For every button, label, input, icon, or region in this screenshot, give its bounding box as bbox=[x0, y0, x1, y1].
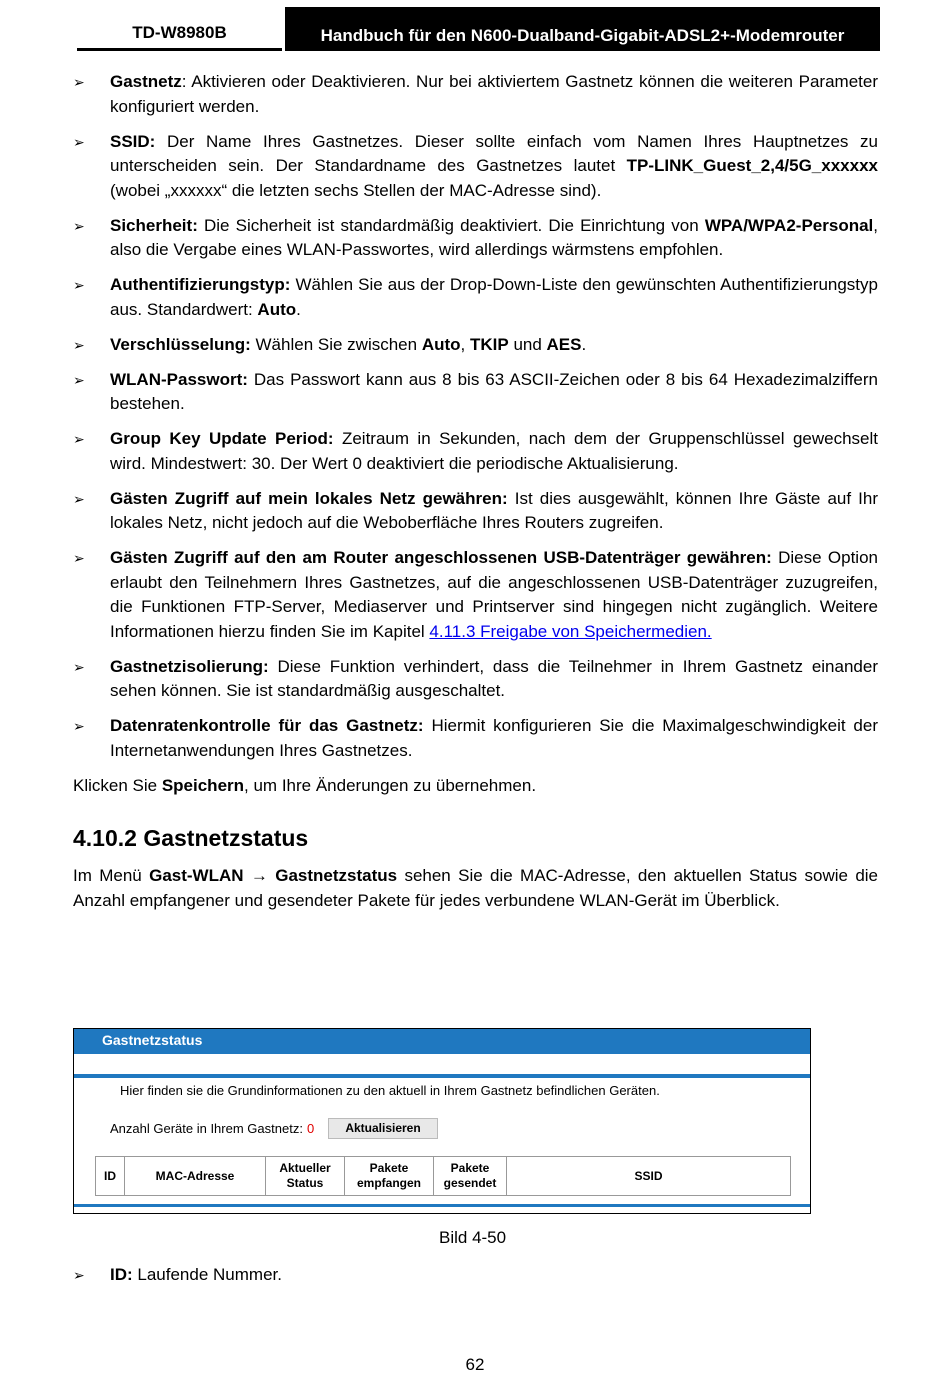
bullet-arrow-icon: ➢ bbox=[73, 74, 85, 90]
bullet-text: Zeitraum in Sekunden, nach dem der Gruppenschlüssel gewechselt wird. Mindestwert: 30. Der Wert 0 deaktiviert die periodische Aktualisierung. bbox=[110, 429, 878, 473]
bullet-term: ID: bbox=[110, 1265, 133, 1284]
bullet-text: Laufende Nummer. bbox=[132, 1265, 282, 1284]
bullet-item bbox=[73, 70, 878, 119]
header-title: Handbuch für den N600-Dualband-Gigabit-ADSL2+-Modemrouter bbox=[285, 7, 880, 51]
bullet-arrow-icon: ➢ bbox=[73, 217, 85, 234]
column-header: Pakete empfangen bbox=[345, 1157, 434, 1196]
bullet-arrow-icon: ➢ bbox=[73, 133, 85, 150]
figure-caption: Bild 4-50 bbox=[439, 1228, 507, 1247]
bullet-text: Hiermit konfigurieren Sie die Maximalgeschwindigkeit der Internetanwendungen Ihres Gastnetzes. bbox=[110, 716, 879, 760]
bullet-text: Das Passwort kann aus 8 bis 63 ASCII-Zeichen oder 8 bis 64 Hexadezimalziffern bestehen. bbox=[110, 369, 878, 413]
bullet-text: (wobei „xxxxxx“ die letzten sechs Stellen der MAC-Adresse sind). bbox=[110, 180, 602, 200]
bullet-arrow-icon: ➢ bbox=[73, 490, 85, 507]
bullet-text: Diese Option erlaubt den Teilnehmern Ihres Gastnetzes, auf die angeschlossenen USB-Datenträger zuzugreifen, die Funktionen FTP-Server, Mediaserver und Printserver sind hingegen nicht zugänglich. Weitere Informationen hierzu finden Sie im Kapitel bbox=[110, 548, 878, 641]
bullet-item bbox=[73, 427, 878, 476]
text: sehen Sie die MAC-Adresse, den aktuellen Status sowie die Anzahl empfangener und gesendeter Pakete für jedes verbundene WLAN-Gerät im Überblick. bbox=[73, 866, 879, 910]
bullet-text: Wählen Sie zwischen bbox=[250, 334, 422, 354]
bullet-item bbox=[73, 546, 878, 644]
column-header: Pakete gesendet bbox=[434, 1157, 507, 1196]
bullet-term: Authentifizierungstyp: bbox=[110, 275, 291, 294]
bullet-text: : Aktivieren oder Deaktivieren. Nur bei aktiviertem Gastnetz können die weiteren Parameter konfiguriert werden. bbox=[110, 72, 878, 116]
bullet-term: Datenratenkontrolle für das Gastnetz: bbox=[110, 716, 424, 735]
refresh-button[interactable]: Aktualisieren bbox=[328, 1118, 438, 1139]
bullet-item bbox=[73, 714, 878, 763]
bullet-text: , bbox=[460, 334, 470, 354]
bold-term: Gastnetzstatus bbox=[275, 866, 398, 885]
bold-term: Speichern bbox=[161, 775, 245, 795]
bullet-term: TKIP bbox=[469, 334, 509, 354]
bullet-term: WPA/WPA2-Personal bbox=[704, 215, 874, 235]
bullet-text: Wählen Sie aus der Drop-Down-Liste den gewünschten Authentifizierungstyp aus. Standardwert: bbox=[110, 275, 878, 319]
info-text: Hier finden sie die Grundinformationen zu den aktuell in Ihrem Gastnetz befindlichen Geräten. bbox=[120, 1083, 660, 1098]
bullet-arrow-icon: ➢ bbox=[73, 336, 85, 353]
bullet-item bbox=[73, 273, 878, 322]
bullet-arrow-icon: ➢ bbox=[73, 431, 85, 447]
bullet-text: Diese Funktion verhindert, dass die Teilnehmer in Ihrem Gastnetz einander sehen können. Sie ist standardmäßig ausgeschaltet. bbox=[110, 656, 878, 700]
bullet-term: Gästen Zugriff auf den am Router angeschlossenen USB-Datenträger gewähren: bbox=[110, 548, 772, 567]
bullet-term: SSID: bbox=[110, 131, 156, 151]
header-model: TD-W8980B bbox=[77, 15, 282, 51]
bullet-item bbox=[73, 333, 878, 358]
bullet-text: . bbox=[296, 299, 301, 319]
column-header: ID bbox=[96, 1157, 125, 1196]
bullet-text: Der Name Ihres Gastnetzes. Dieser sollte einfach vom Namen Ihres Hauptnetzes zu unterscheiden sein. Der Standardname des Gastnetzes lautet bbox=[110, 131, 878, 175]
bullet-arrow-icon: ➢ bbox=[73, 277, 85, 293]
bullet-term: Gastnetz bbox=[110, 72, 182, 91]
bullet-item bbox=[73, 487, 878, 536]
screenshot-title: Gastnetzstatus bbox=[74, 1029, 810, 1054]
bullet-arrow-icon: ➢ bbox=[73, 1267, 85, 1283]
save-paragraph bbox=[73, 774, 878, 799]
text: Im Menü bbox=[73, 866, 150, 885]
bullet-arrow-icon: ➢ bbox=[73, 550, 85, 566]
bullet-text: Ist dies ausgewählt, können Ihre Gäste auf Ihr lokales Netz, nicht jedoch auf die Weboberfläche Ihres Routers zugreifen. bbox=[110, 488, 878, 532]
column-header: Aktueller Status bbox=[266, 1157, 345, 1196]
bullet-arrow-icon: ➢ bbox=[73, 658, 85, 675]
bullet-text: Die Sicherheit ist standardmäßig deaktiviert. Die Einrichtung von bbox=[197, 215, 705, 235]
section-heading: 4.10.2 Gastnetzstatus bbox=[73, 825, 309, 851]
column-header: MAC-Adresse bbox=[125, 1157, 266, 1196]
bullet-text: , also die Vergabe eines WLAN-Passwortes, wird allerdings wärmstens empfohlen. bbox=[110, 215, 878, 259]
bullet-item bbox=[73, 214, 878, 263]
bullet-term: WLAN-Passwort: bbox=[110, 369, 248, 389]
device-table bbox=[95, 1156, 791, 1196]
bullet-term: Gästen Zugriff auf mein lokales Netz gewähren: bbox=[110, 488, 508, 508]
bullet-text: . bbox=[581, 334, 587, 354]
page-header bbox=[77, 7, 880, 51]
count-label: Anzahl Geräte in Ihrem Gastnetz: bbox=[110, 1121, 303, 1136]
bullet-item bbox=[73, 368, 878, 417]
bullet-term: Group Key Update Period: bbox=[110, 429, 334, 448]
bullet-term: Sicherheit: bbox=[110, 215, 198, 235]
intro-paragraph bbox=[73, 864, 878, 913]
divider bbox=[74, 1204, 810, 1207]
text: , um Ihre Änderungen zu übernehmen. bbox=[244, 775, 537, 795]
column-header: SSID bbox=[507, 1157, 791, 1196]
bullet-text: und bbox=[508, 334, 547, 354]
bullet-term: TP-LINK_Guest_2,4/5G_xxxxxx bbox=[626, 156, 878, 175]
bullet-term: Auto bbox=[421, 334, 461, 354]
guest-status-screenshot bbox=[73, 1028, 811, 1214]
bullet-term: Auto bbox=[257, 299, 297, 319]
text: Klicken Sie bbox=[73, 775, 162, 795]
bullet-item bbox=[73, 1263, 915, 1287]
bullet-term: Verschlüsselung: bbox=[110, 334, 251, 354]
bullet-arrow-icon: ➢ bbox=[73, 371, 85, 388]
bold-term: Gast-WLAN bbox=[149, 866, 244, 885]
page-number: 62 bbox=[465, 1355, 485, 1374]
count-value: 0 bbox=[306, 1121, 315, 1136]
arrow-icon: → bbox=[243, 866, 276, 885]
bullet-item bbox=[73, 130, 878, 204]
divider bbox=[74, 1074, 810, 1078]
bullet-term: Gastnetzisolierung: bbox=[110, 656, 269, 676]
bullet-arrow-icon: ➢ bbox=[73, 718, 85, 734]
bullet-item bbox=[73, 655, 878, 704]
main-content bbox=[73, 70, 878, 923]
chapter-link[interactable]: 4.11.3 Freigabe von Speichermedien. bbox=[429, 621, 712, 641]
bullet-term: AES bbox=[546, 334, 582, 354]
device-count bbox=[110, 1121, 314, 1136]
